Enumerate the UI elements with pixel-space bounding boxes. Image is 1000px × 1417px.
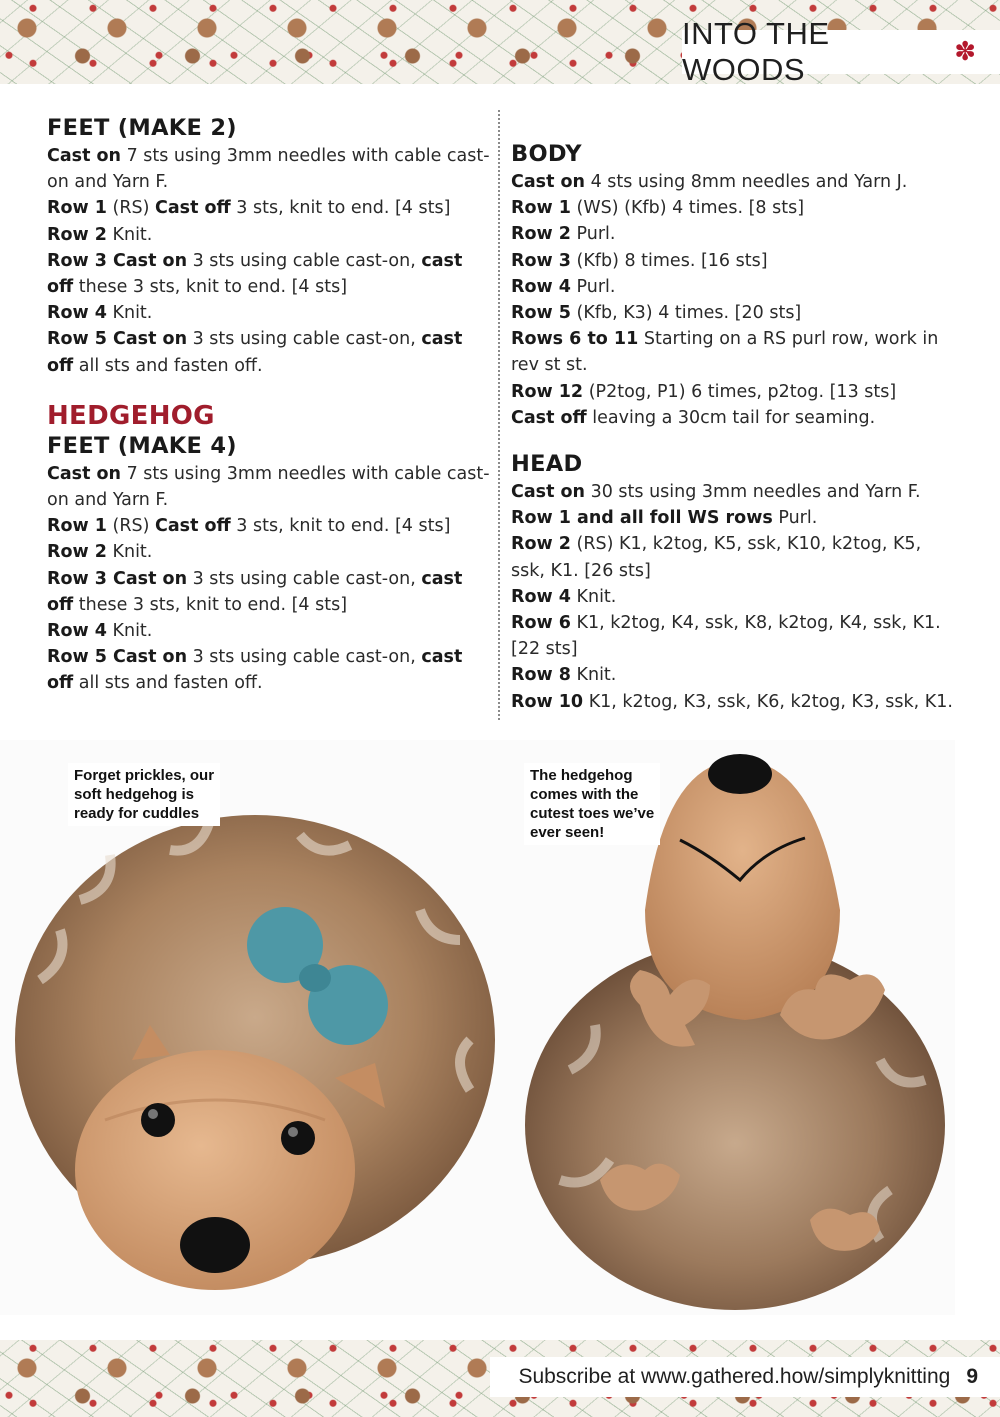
instruction-text: 3 sts using cable cast-on, (187, 647, 422, 668)
instruction-text: all sts and fasten off. (73, 673, 263, 694)
instruction-keyword: Row 2 (511, 224, 571, 245)
page-number: 9 (966, 1365, 978, 1388)
instruction-text: Knit. (106, 303, 153, 324)
instruction-line (47, 618, 492, 644)
instruction-text: 3 sts using cable cast-on, (187, 568, 422, 589)
instruction-keyword: Row 5 Cast on (47, 647, 188, 668)
instruction-keyword: Row 6 (511, 613, 571, 634)
instruction-keyword: Cast off (155, 516, 231, 537)
instruction-text: Starting on a RS purl row, work in rev st st. (511, 329, 939, 376)
instruction-keyword: Row 4 (47, 303, 107, 324)
instruction-text: Purl. (570, 276, 616, 297)
instruction-line (511, 689, 956, 715)
body-heading: BODY (511, 141, 582, 167)
instruction-line (511, 405, 956, 431)
instruction-line (511, 274, 956, 300)
instruction-text: 3 sts, knit to end. [4 sts] (230, 516, 451, 537)
instruction-line (47, 513, 492, 539)
hedgehog-feet-instructions (47, 461, 492, 697)
instruction-keyword: Row 1 (47, 198, 107, 219)
instruction-line (511, 169, 956, 195)
instruction-keyword: Row 3 (511, 250, 571, 271)
instruction-keyword: Row 2 (47, 542, 107, 563)
right-column (511, 139, 956, 715)
instruction-keyword: Row 5 Cast on (47, 329, 188, 350)
instruction-text: 4 sts using 8mm needles and Yarn J. (585, 172, 908, 192)
instruction-text: Purl. (772, 508, 818, 529)
feet-heading: FEET (MAKE 2) (47, 115, 237, 141)
asterisk-flower-icon: ✽ (954, 37, 976, 67)
instruction-keyword: Row 1 (47, 516, 107, 537)
instruction-keyword: Cast off (155, 198, 231, 219)
instruction-text: K1, k2tog, K4, ssk, K8, k2tog, K4, ssk, K1. [22 sts] (511, 613, 941, 660)
instruction-text: these 3 sts, knit to end. [4 sts] (73, 277, 348, 298)
instruction-keyword: Row 1 and all foll WS rows (511, 508, 773, 529)
instruction-keyword: Cast on (511, 482, 586, 503)
instruction-line (47, 539, 492, 565)
instruction-line (511, 221, 956, 247)
instruction-keyword: cast off (47, 647, 463, 694)
instruction-keyword: Cast off (511, 407, 587, 428)
body-instructions (511, 169, 956, 431)
instruction-keyword: cast off (47, 250, 463, 298)
instruction-keyword: Row 4 (511, 586, 571, 607)
instruction-line (47, 222, 492, 248)
instruction-keyword: Row 12 (511, 381, 584, 402)
instruction-line (511, 379, 956, 405)
instruction-line (511, 326, 956, 378)
instruction-keyword: Cast on (47, 463, 122, 484)
instruction-keyword: Row 10 (511, 691, 584, 712)
instruction-keyword: cast off (47, 568, 463, 615)
instruction-line (47, 195, 492, 221)
head-instructions (511, 479, 956, 715)
instruction-text: (Kfb, K3) 4 times. [20 sts] (570, 303, 802, 324)
instruction-text: (RS) (106, 516, 155, 537)
footer (490, 1357, 1000, 1397)
instruction-line (511, 584, 956, 610)
instruction-line (47, 326, 492, 378)
hedgehog-photos (0, 740, 1000, 1315)
instruction-text: (RS) K1, k2tog, K5, ssk, K10, k2tog, K5, ssk, K1. [26 sts] (511, 534, 922, 581)
instruction-line (511, 479, 956, 505)
instruction-keyword: Row 8 (511, 665, 571, 686)
instruction-text: (WS) (Kfb) 4 times. [8 sts] (570, 198, 805, 219)
right-photo-caption: The hedgehog comes with the cutest toes we’ve ever seen! (524, 763, 660, 845)
instruction-keyword: Rows 6 to 11 (511, 329, 639, 350)
feet-instructions (47, 143, 492, 379)
instruction-text: Knit. (570, 665, 617, 686)
head-heading: HEAD (511, 451, 583, 478)
instruction-keyword: Row 2 (47, 224, 107, 245)
instruction-line (47, 644, 492, 696)
instruction-line (47, 143, 492, 195)
instruction-text: Purl. (570, 224, 616, 245)
instruction-text: Knit. (106, 224, 153, 245)
instruction-keyword: Row 3 Cast on (47, 568, 188, 589)
hedgehog-feet-heading: FEET (MAKE 4) (47, 432, 237, 459)
instruction-line (47, 300, 492, 326)
instruction-text: 3 sts using cable cast-on, (187, 250, 422, 271)
instruction-line (511, 505, 956, 531)
instruction-keyword: Row 4 (47, 621, 107, 642)
instruction-line (511, 195, 956, 221)
instruction-text: 7 sts using 3mm needles with cable cast-on and Yarn F. (47, 146, 490, 193)
instruction-keyword: cast off (47, 329, 463, 376)
instruction-text: leaving a 30cm tail for seaming. (586, 407, 876, 428)
instruction-keyword: Row 2 (511, 534, 571, 555)
instruction-keyword: Row 3 Cast on (47, 250, 188, 271)
instruction-text: Knit. (106, 621, 153, 642)
instruction-text: (Kfb) 8 times. [16 sts] (570, 250, 768, 271)
instruction-line (511, 531, 956, 583)
instruction-keyword: Cast on (47, 146, 122, 166)
left-column (47, 113, 492, 697)
instruction-text: all sts and fasten off. (73, 355, 263, 376)
instruction-line (47, 566, 492, 618)
hedgehog-front-photo (0, 740, 500, 1315)
instruction-text: K1, k2tog, K3, ssk, K6, k2tog, K3, ssk, K1. (583, 691, 953, 712)
instruction-text: (RS) (106, 198, 155, 219)
hedgehog-heading: HEDGEHOG (47, 400, 215, 431)
instruction-line (47, 248, 492, 300)
instruction-keyword: Row 4 (511, 276, 571, 297)
instruction-text: these 3 sts, knit to end. [4 sts] (73, 594, 348, 615)
instruction-text: Knit. (570, 586, 617, 607)
section-header (682, 16, 1000, 87)
instruction-keyword: Cast on (511, 172, 586, 192)
instruction-keyword: Row 5 (511, 303, 571, 324)
section-title: INTO THE WOODS (682, 16, 830, 87)
instruction-line (511, 300, 956, 326)
instruction-keyword: Row 1 (511, 198, 571, 219)
instruction-text: 30 sts using 3mm needles and Yarn F. (585, 482, 921, 503)
subscribe-link[interactable]: Subscribe at www.gathered.how/simplyknitting (518, 1365, 951, 1388)
instruction-line (47, 461, 492, 513)
instruction-text: (P2tog, P1) 6 times, p2tog. [13 sts] (583, 381, 897, 402)
instruction-text: 3 sts using cable cast-on, (187, 329, 422, 350)
hedgehog-front-illustration (0, 740, 500, 1315)
left-photo-caption: Forget prickles, our soft hedgehog is ready for cuddles (68, 763, 220, 826)
instruction-line (511, 662, 956, 688)
instruction-line (511, 248, 956, 274)
instruction-text: 3 sts, knit to end. [4 sts] (230, 198, 451, 219)
instruction-text: Knit. (106, 542, 153, 563)
instruction-line (511, 610, 956, 662)
column-divider (498, 110, 500, 720)
instruction-text: 7 sts using 3mm needles with cable cast-on and Yarn F. (47, 463, 490, 511)
